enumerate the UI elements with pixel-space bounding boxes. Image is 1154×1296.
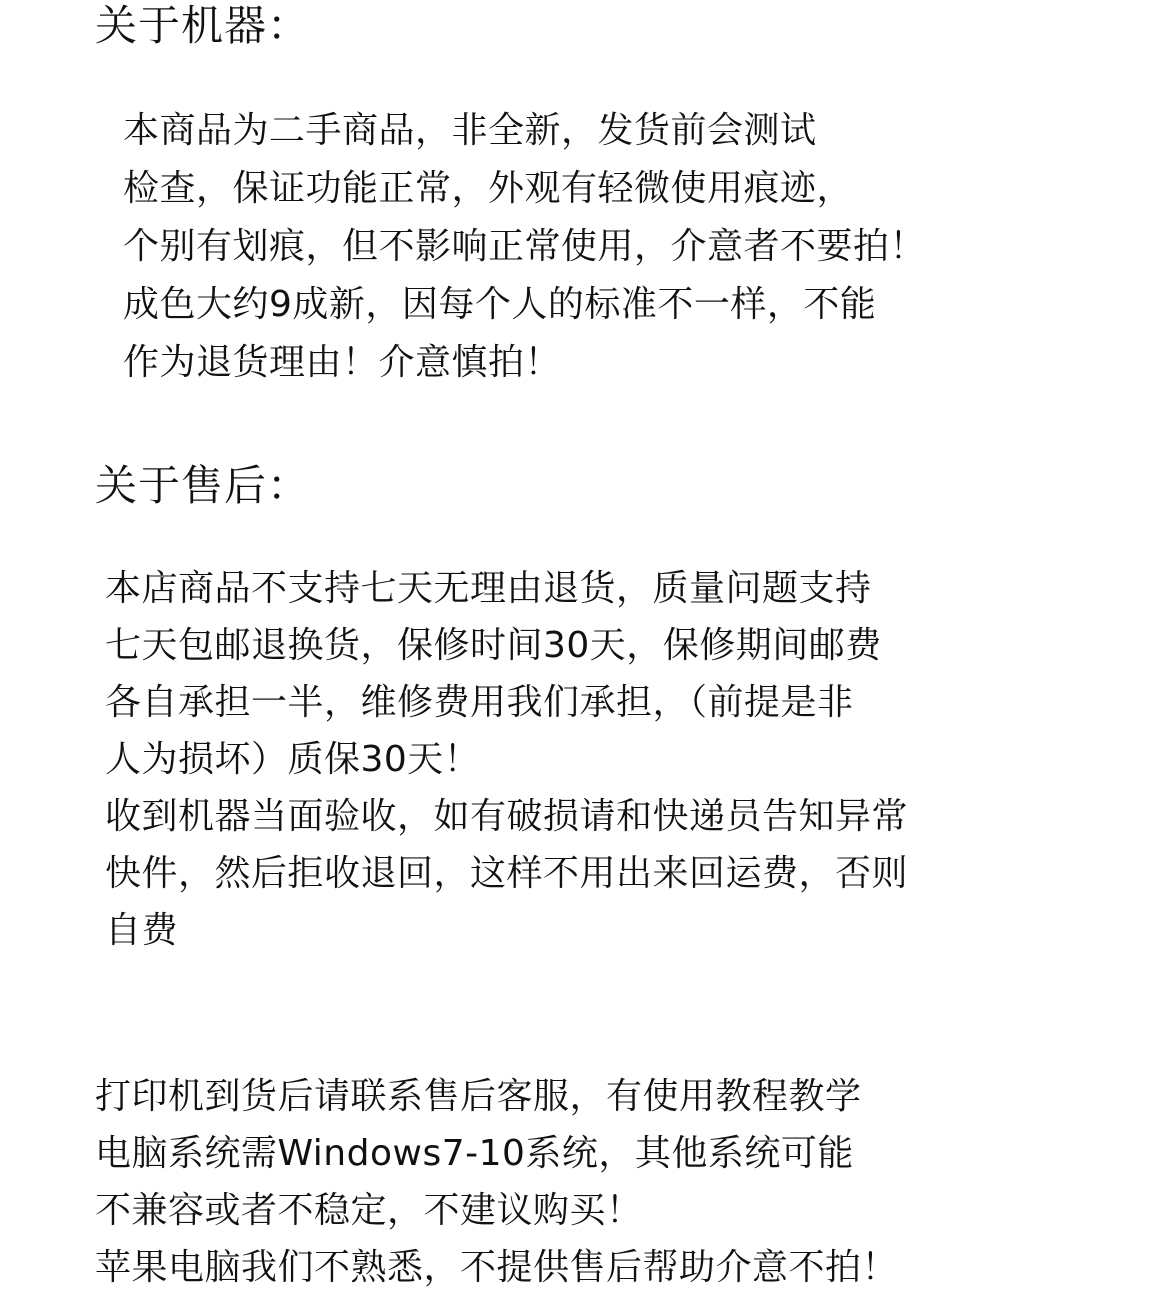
aftersales-description-line: 快件，然后拒收退回，这样不用出来回运费，否则 (105, 853, 909, 894)
usage-notes-line: 苹果电脑我们不熟悉，不提供售后帮助介意不拍！ (95, 1247, 899, 1288)
machine-description-line: 个别有划痕，但不影响正常使用，介意者不要拍！ (123, 226, 927, 267)
aftersales-description-line: 自费 (105, 910, 179, 951)
machine-description-line: 本商品为二手商品，非全新，发货前会测试 (123, 110, 817, 151)
aftersales-description-line: 七天包邮退换货，保修时间30天，保修期间邮费 (105, 625, 882, 666)
aftersales-description-line: 本店商品不支持七天无理由退货，质量问题支持 (105, 568, 872, 609)
usage-notes-line: 打印机到货后请联系售后客服，有使用教程教学 (95, 1076, 862, 1117)
aftersales-description (105, 560, 908, 959)
usage-notes-line: 不兼容或者不稳定，不建议购买！ (95, 1190, 643, 1231)
machine-description-line: 成色大约9成新，因每个人的标准不一样，不能 (123, 284, 877, 325)
machine-description (123, 102, 926, 392)
machine-description-line: 作为退货理由！介意慎拍！ (123, 342, 562, 383)
aftersales-description-line: 各自承担一半，维修费用我们承担，（前提是非 (105, 682, 854, 723)
usage-notes-line: 电脑系统需Windows7-10系统，其他系统可能 (95, 1133, 854, 1174)
aftersales-description-line: 人为损坏）质保30天！ (105, 739, 481, 780)
heading-about-machine: 关于机器： (95, 1, 311, 50)
aftersales-description-line: 收到机器当面验收，如有破损请和快递员告知异常 (105, 796, 909, 837)
usage-notes (95, 1068, 898, 1296)
machine-description-line: 检查，保证功能正常，外观有轻微使用痕迹， (123, 168, 854, 209)
heading-about-aftersales: 关于售后： (95, 461, 311, 510)
